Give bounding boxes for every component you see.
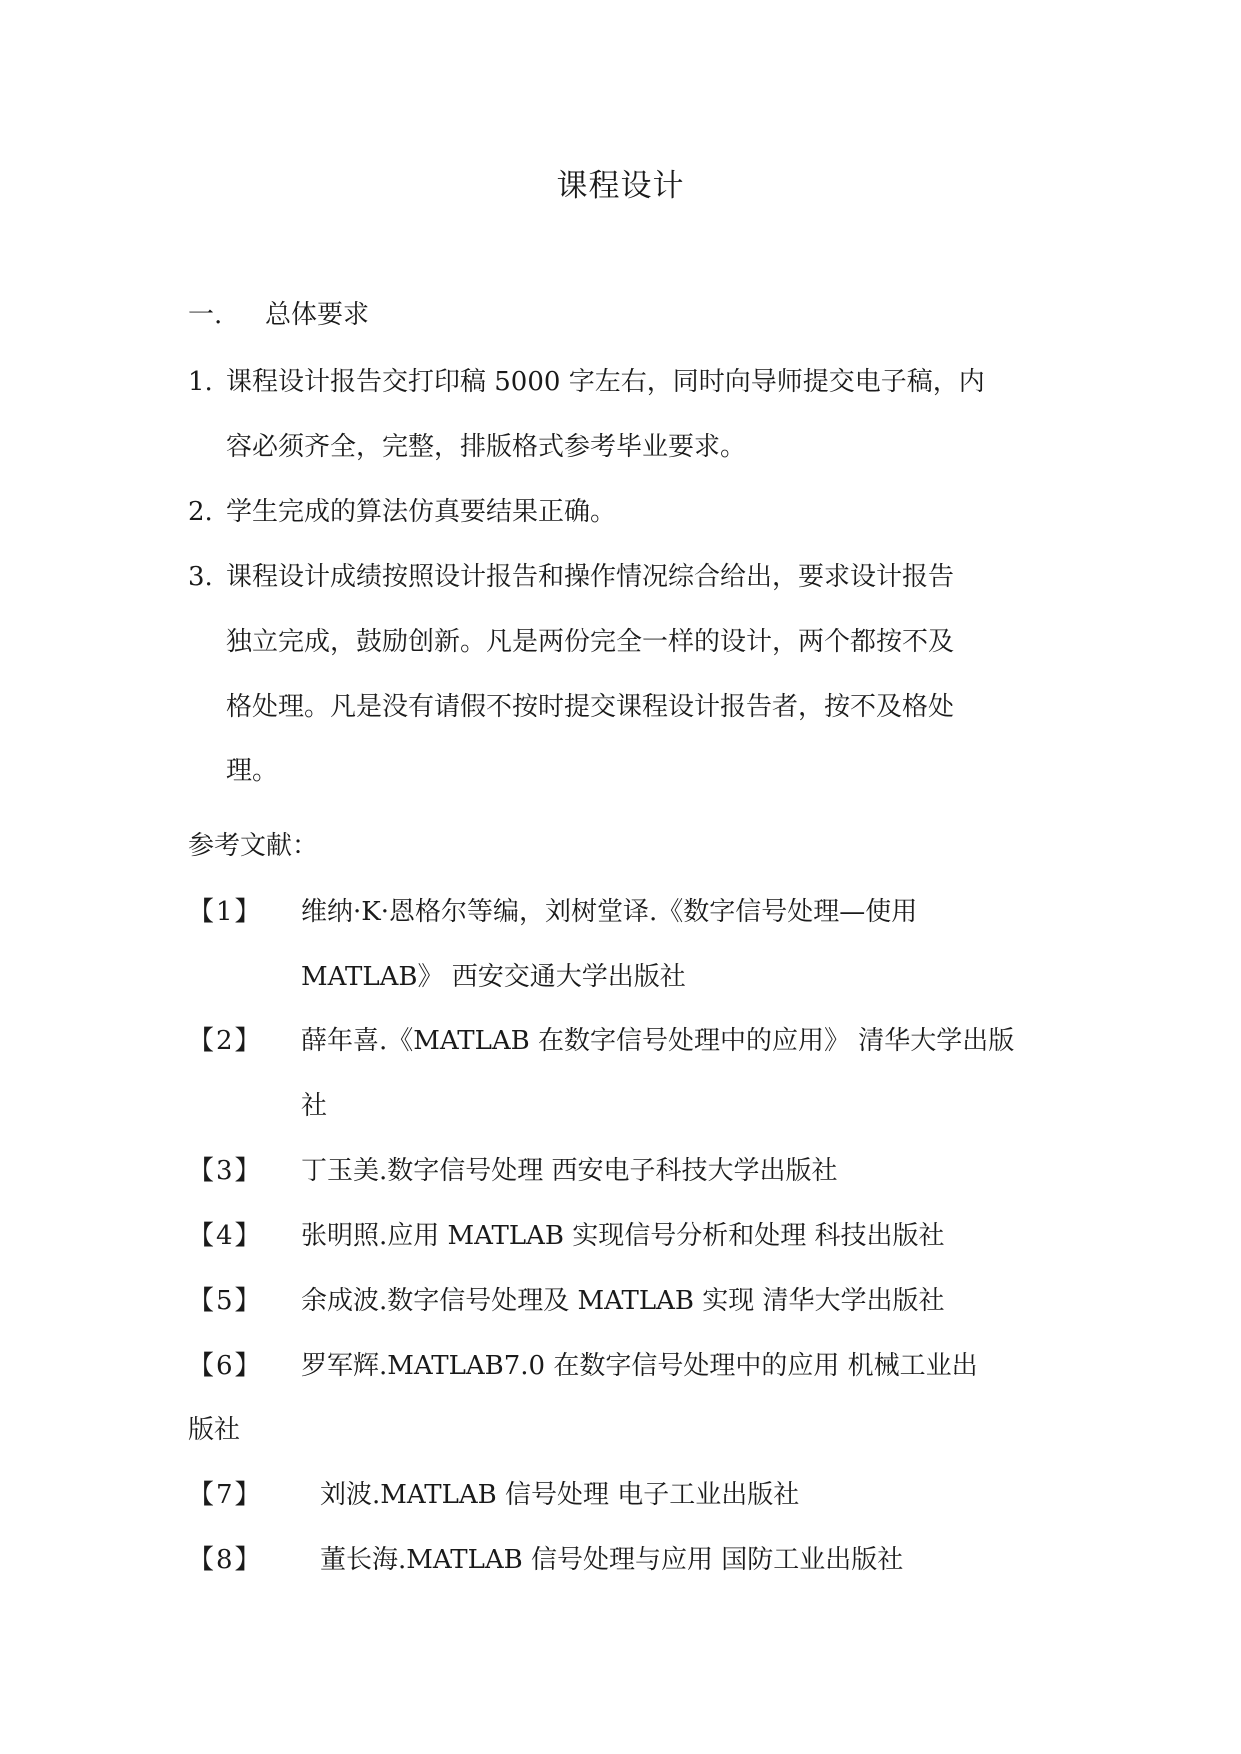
requirement-line: 课程设计报告交打印稿 5000 字左右，同时向导师提交电子稿，内: [226, 367, 985, 397]
requirement-line: 独立完成，鼓励创新。凡是两份完全一样的设计，两个都按不及: [226, 627, 955, 657]
reference-text: 董长海.MATLAB 信号处理与应用 国防工业出版社: [320, 1545, 904, 1575]
reference-text: 丁玉美.数字信号处理 西安电子科技大学出版社: [301, 1156, 838, 1186]
requirement-number: 2.: [188, 497, 213, 527]
reference-text: 维纳·K·恩格尔等编，刘树堂译.《数字信号处理—使用: [301, 897, 918, 927]
reference-text: 社: [301, 1091, 328, 1121]
requirement-number: 1.: [188, 367, 213, 397]
reference-marker: 【6】: [188, 1351, 263, 1381]
reference-text: 刘波.MATLAB 信号处理 电子工业出版社: [320, 1480, 800, 1510]
reference-marker: 【2】: [188, 1026, 263, 1056]
reference-marker: 【8】: [188, 1545, 263, 1575]
requirement-line: 课程设计成绩按照设计报告和操作情况综合给出，要求设计报告: [226, 562, 955, 592]
reference-text: 张明照.应用 MATLAB 实现信号分析和处理 科技出版社: [301, 1221, 945, 1251]
section-number: 一.: [188, 300, 223, 330]
reference-text: 版社: [188, 1415, 241, 1445]
references-heading: 参考文献：: [188, 831, 319, 861]
reference-text: 薛年喜.《MATLAB 在数字信号处理中的应用》 清华大学出版: [301, 1026, 1015, 1056]
reference-marker: 【7】: [188, 1480, 263, 1510]
reference-marker: 【5】: [188, 1286, 263, 1316]
reference-text: MATLAB》 西安交通大学出版社: [301, 962, 686, 992]
requirement-line: 学生完成的算法仿真要结果正确。: [226, 497, 617, 527]
section-heading: 总体要求: [265, 300, 370, 330]
reference-marker: 【1】: [188, 897, 263, 927]
requirement-line: 理。: [226, 756, 279, 786]
reference-marker: 【3】: [188, 1156, 263, 1186]
reference-marker: 【4】: [188, 1221, 263, 1251]
reference-text: 余成波.数字信号处理及 MATLAB 实现 清华大学出版社: [301, 1286, 945, 1316]
requirement-line: 容必须齐全，完整，排版格式参考毕业要求。: [226, 432, 747, 462]
reference-text: 罗军辉.MATLAB7.0 在数字信号处理中的应用 机械工业出: [301, 1351, 978, 1381]
page-title: 课程设计: [556, 168, 685, 204]
requirement-number: 3.: [188, 562, 213, 592]
requirement-line: 格处理。凡是没有请假不按时提交课程设计报告者，按不及格处: [226, 692, 955, 722]
